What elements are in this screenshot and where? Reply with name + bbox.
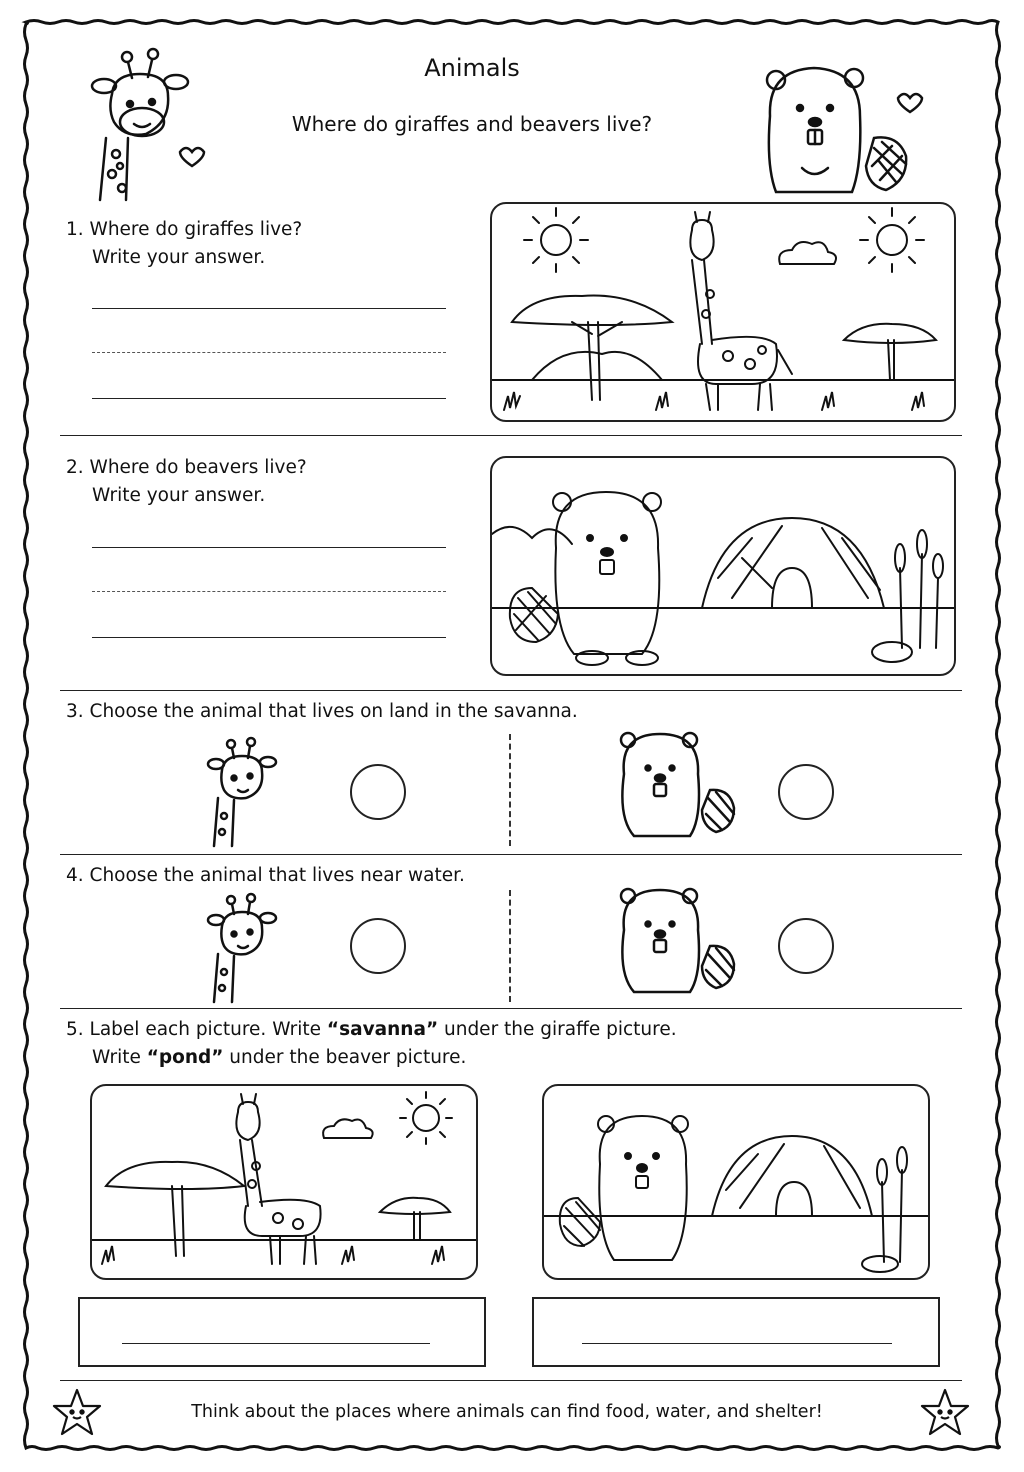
giraffe-icon — [236, 1094, 320, 1264]
footer-tip: Think about the places where animals can find food, water, and shelter! — [191, 1402, 823, 1422]
choice-separator — [509, 734, 511, 846]
lodge-icon — [702, 518, 884, 608]
question-1-instruction: Write your answer. — [92, 247, 266, 268]
label-line-savanna[interactable] — [122, 1343, 430, 1344]
choice-circle-giraffe-q4[interactable] — [350, 918, 406, 974]
beaver-icon — [606, 884, 746, 998]
tree-icon — [106, 1162, 244, 1256]
question-4-prompt: 4. Choose the animal that lives near water. — [66, 865, 465, 886]
cattail-icon — [877, 1147, 907, 1262]
tree-icon — [844, 324, 936, 380]
pond-picture-q5 — [542, 1084, 930, 1280]
section-divider — [60, 1008, 962, 1009]
q5-text-a: 5. Label each picture. Write — [66, 1019, 327, 1040]
question-5-prompt — [66, 1016, 677, 1044]
question-3-prompt: 3. Choose the animal that lives on land in the savanna. — [66, 701, 578, 722]
beaver-icon — [560, 1116, 688, 1260]
answer-line-1c[interactable] — [92, 398, 446, 399]
q5-keyword-pond: “pond” — [146, 1047, 224, 1068]
beaver-icon — [606, 728, 746, 842]
label-box-savanna[interactable] — [78, 1297, 486, 1367]
giraffe-icon — [200, 890, 290, 1004]
choice-circle-beaver-q3[interactable] — [778, 764, 834, 820]
cloud-icon — [779, 242, 836, 264]
answer-line-1a[interactable] — [92, 308, 446, 309]
label-box-pond[interactable] — [532, 1297, 940, 1367]
q5-text-f: under the beaver picture. — [223, 1047, 467, 1068]
q5-keyword-savanna: “savanna” — [326, 1019, 439, 1040]
q5-text-d: Write — [92, 1047, 147, 1068]
question-2-prompt: 2. Where do beavers live? — [66, 457, 307, 478]
q5-text-c: under the giraffe picture. — [438, 1019, 677, 1040]
lodge-icon — [712, 1136, 872, 1216]
question-5-prompt-line2 — [92, 1044, 466, 1072]
question-1-prompt: 1. Where do giraffes live? — [66, 219, 303, 240]
choice-circle-beaver-q4[interactable] — [778, 918, 834, 974]
page-subtitle: Where do giraffes and beavers live? — [291, 112, 653, 136]
sun-icon — [400, 1092, 452, 1144]
cloud-icon — [323, 1119, 373, 1138]
choice-separator — [509, 890, 511, 1002]
answer-line-2b-dashed[interactable] — [92, 591, 446, 592]
answer-line-2c[interactable] — [92, 637, 446, 638]
section-divider — [60, 854, 962, 855]
section-divider — [60, 1380, 962, 1381]
beaver-icon — [510, 492, 661, 665]
savanna-picture-q5 — [90, 1084, 478, 1280]
savanna-picture-q1 — [490, 202, 956, 422]
label-line-pond[interactable] — [582, 1343, 892, 1344]
tree-icon — [512, 296, 672, 400]
beaver-icon — [756, 56, 936, 196]
giraffe-icon — [84, 42, 224, 202]
giraffe-icon — [200, 734, 290, 848]
sun-icon — [524, 208, 588, 272]
star-icon — [918, 1386, 972, 1440]
page-title: Animals — [424, 54, 520, 82]
sun-icon — [860, 208, 924, 272]
tree-icon — [380, 1198, 450, 1240]
choice-circle-giraffe-q3[interactable] — [350, 764, 406, 820]
pond-picture-q2 — [490, 456, 956, 676]
question-2-instruction: Write your answer. — [92, 485, 266, 506]
answer-line-1b-dashed[interactable] — [92, 352, 446, 353]
answer-line-2a[interactable] — [92, 547, 446, 548]
section-divider — [60, 435, 962, 436]
cattail-icon — [895, 530, 943, 648]
section-divider — [60, 690, 962, 691]
